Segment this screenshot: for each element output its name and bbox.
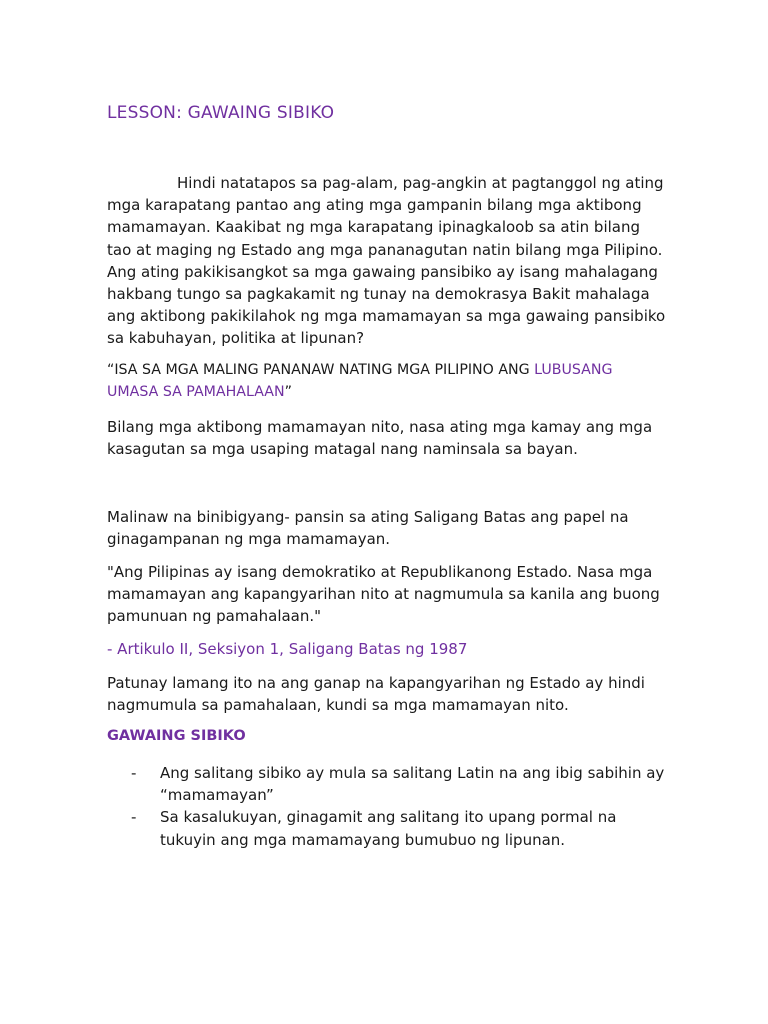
constitution-intro-paragraph: Malinaw na binibigyang- pansin sa ating Saligang Batas ang papel na ginagampanan ng mga mamamayan. [107,508,629,549]
caps-quote-highlight: LUBUSANG UMASA SA PAMAHALAAN [107,362,613,401]
caps-quote-start: “ISA SA MGA MALING PANANAW NATING MGA PILIPINO ANG [107,362,535,378]
intro-paragraph: Hindi natatapos sa pag-alam, pag-angkin at pagtanggol ng ating mga karapatang pantao ang ating mga gampanin bilang mga aktibong mamamayan. Kaakibat ng mga karapatang ipinagkaloob sa atin bilang tao at maging ng Estado ang mga pananagutan natin bilang mga Pilipino. Ang ating pakikisangkot sa mga gawaing pansibiko ay isang mahalagang hakbang tungo sa pagkakamit ng tunay na demokrasya Bakit mahalaga ang aktibong pakikilahok ng mga mamamayan sa mga gawaing pansibiko sa kabuhayan, politika at lipunan? [107,174,666,348]
definition-list [107,762,667,851]
list-item [107,806,667,850]
list-item-text: Sa kasalukuyan, ginagamit ang salitang ito upang pormal na tukuyin ang mga mamamayang bumubuo ng lipunan. [160,808,617,849]
list-item-text: Ang salitang sibiko ay mula sa salitang Latin na ang ibig sabihin ay “mamamayan” [160,764,665,805]
bullet-dash: - [131,808,137,827]
list-item [107,762,667,806]
section-heading: GAWAING SIBIKO [107,728,246,744]
conclusion-paragraph: Patunay lamang ito na ang ganap na kapangyarihan ng Estado ay hindi nagmumula sa pamahalaan, kundi sa mga mamamayan nito. [107,674,645,715]
constitution-citation: - Artikulo II, Seksiyon 1, Saligang Batas ng 1987 [107,640,468,658]
active-citizens-paragraph: Bilang mga aktibong mamamayan nito, nasa ating mga kamay ang mga kasagutan sa mga usaping matagal nang naminsala sa bayan. [107,418,653,459]
caps-quote [107,359,667,403]
constitution-quote: "Ang Pilipinas ay isang demokratiko at Republikanong Estado. Nasa mga mamamayan ang kapangyarihan nito at nagmumula sa kanila ang buong pamunuan ng pamahalaan." [107,563,660,626]
lesson-title: LESSON: GAWAING SIBIKO [107,103,335,123]
caps-quote-end: ” [284,384,292,401]
bullet-dash: - [131,764,137,782]
